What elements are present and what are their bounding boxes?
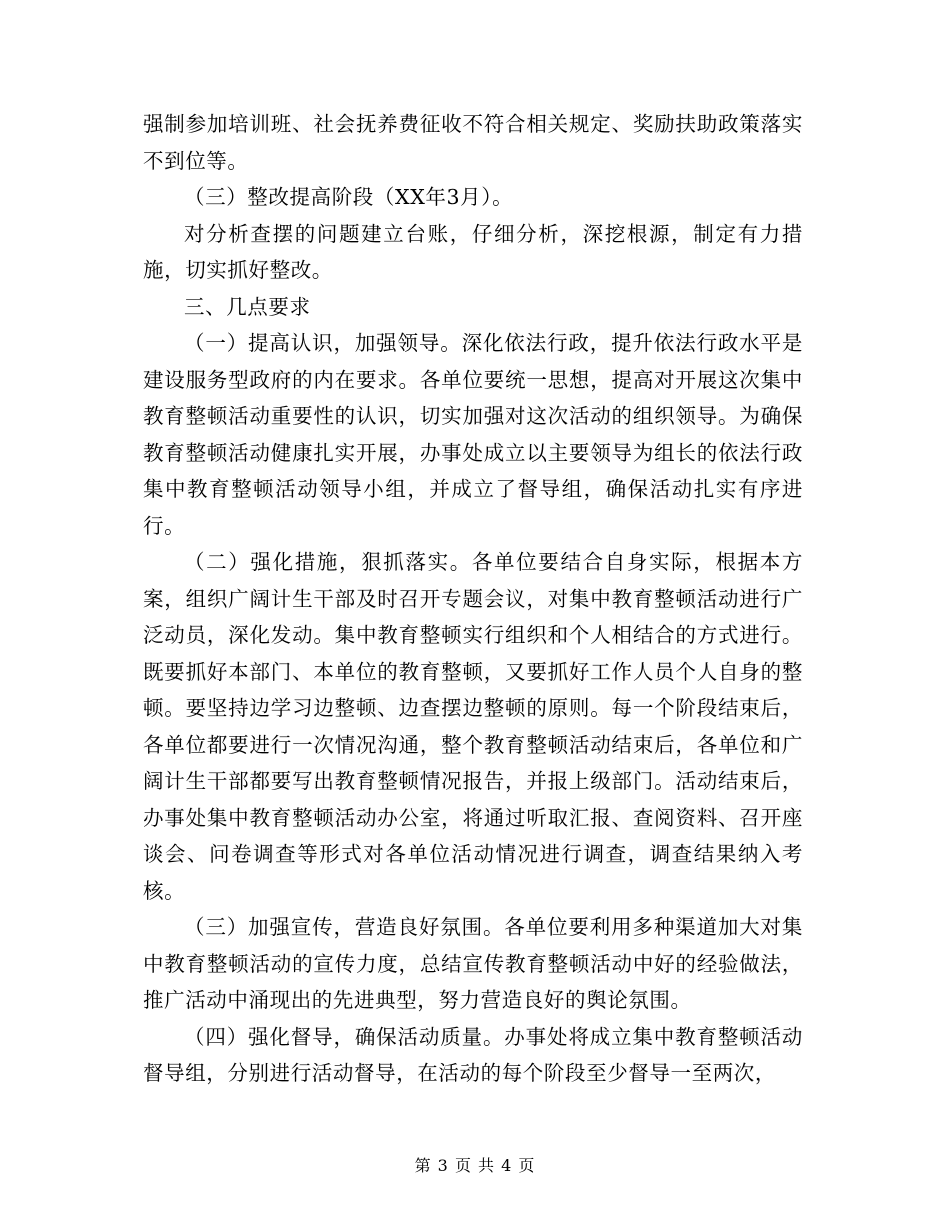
paragraph-8-supervision: （四）强化督导，确保活动质量。办事处将成立集中教育整顿活动督导组，分别进行活动督导，在活动的每个阶段至少督导一至两次， [143, 1024, 803, 1085]
paragraph-2-heading-stage-three: （三）整改提高阶段（XX年3月）。 [184, 185, 514, 209]
paragraph-3: 对分析查摆的问题建立台账，仔细分析，深挖根源，制定有力措施，切实抓好整改。 [143, 221, 803, 282]
paragraph-7-publicity: （三）加强宣传，营造良好氛围。各单位要利用多种渠道加大对集中教育整顿活动的宣传力度，总结宣传教育整顿活动中好的经验做法，推广活动中涌现出的先进典型，努力营造良好的舆论氛围。 [143, 915, 803, 1012]
paragraph-1: 强制参加培训班、社会抚养费征收不符合相关规定、奖励扶助政策落实不到位等。 [143, 112, 803, 173]
page-number-footer: 第 3 页 共 4 页 [414, 1156, 536, 1175]
document-body [143, 106, 803, 1092]
section-heading-requirements: 三、几点要求 [184, 294, 311, 319]
paragraph-6-measures: （二）强化措施，狠抓落实。各单位要结合自身实际，根据本方案，组织广阔计生干部及时召开专题会议，对集中教育整顿活动进行广泛动员，深化发动。集中教育整顿实行组织和个人相结合的方式进行。既要抓好本部门、本单位的教育整顿，又要抓好工作人员个人自身的整顿。要坚持边学习边整顿、边查摆边整顿的原则。每一个阶段结束后，各单位都要进行一次情况沟通，整个教育整顿活动结束后，各单位和广阔计生干部都要写出教育整顿情况报告，并报上级部门。活动结束后，办事处集中教育整顿活动办公室，将通过听取汇报、查阅资料、召开座谈会、问卷调查等形式对各单位活动情况进行调查，调查结果纳入考核。 [143, 550, 803, 903]
paragraph-5-leadership: （一）提高认识，加强领导。深化依法行政，提升依法行政水平是建设服务型政府的内在要求。各单位要统一思想，提高对开展这次集中教育整顿活动重要性的认识，切实加强对这次活动的组织领导。为确保教育整顿活动健康扎实开展，办事处成立以主要领导为组长的依法行政集中教育整顿活动领导小组，并成立了督导组，确保活动扎实有序进行。 [143, 331, 803, 538]
